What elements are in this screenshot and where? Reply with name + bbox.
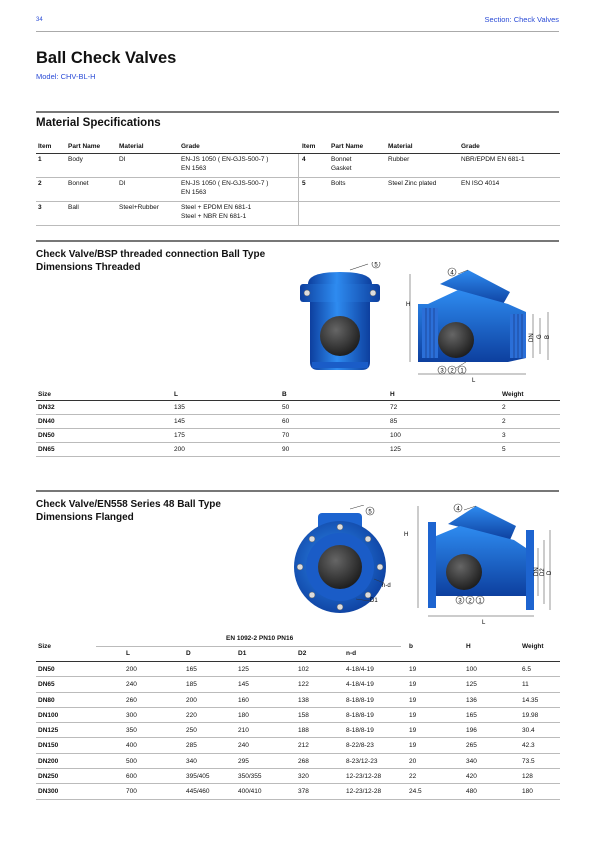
cell: 2 — [38, 180, 42, 187]
cell: 3 — [502, 432, 506, 439]
callout-number: 5 — [374, 262, 378, 269]
col-header: Part Name — [68, 143, 101, 150]
cell — [181, 180, 296, 197]
cell: DN65 — [38, 446, 55, 453]
callout-number: 1 — [460, 368, 464, 375]
col-header: Item — [302, 143, 316, 150]
heading-line: Dimensions Threaded — [36, 262, 141, 273]
dim-label: B — [545, 334, 551, 339]
flanged-heading — [36, 498, 221, 524]
cell: 73.5 — [522, 757, 535, 765]
table-row — [36, 677, 560, 692]
cell: DN50 — [38, 432, 55, 439]
col-header: Material — [119, 143, 144, 150]
cell: 350/355 — [238, 773, 262, 781]
cell: 165 — [466, 711, 477, 719]
page-title: Ball Check Valves — [36, 49, 177, 67]
cell: 265 — [466, 742, 477, 750]
cell: 6.5 — [522, 666, 532, 673]
table-row — [36, 693, 560, 708]
grade-line: EN-JS 1050 ( EN-GJS-500-7 ) — [181, 180, 269, 187]
col-header: Size — [38, 391, 52, 398]
col-header: Part Name — [331, 143, 364, 150]
cell: 196 — [466, 727, 477, 735]
cell: DN250 — [38, 773, 59, 781]
cell: 19.98 — [522, 711, 539, 719]
callout-number: 1 — [478, 598, 482, 605]
grade-line: EN 1563 — [181, 188, 207, 196]
col-header: B — [282, 391, 287, 398]
cell: 300 — [126, 711, 137, 719]
grade-line: Steel + NBR EN 681-1 — [181, 212, 247, 220]
cell: 42.3 — [522, 742, 535, 750]
col-header: Grade — [461, 143, 480, 150]
heading-line: Check Valve/BSP threaded connection Ball Type — [36, 249, 266, 260]
cell: 19 — [409, 711, 417, 719]
cell: DN300 — [38, 788, 59, 796]
cell: 200 — [174, 446, 185, 453]
callout-number: 2 — [468, 598, 472, 605]
cell: 4 — [302, 156, 306, 163]
table-row — [36, 769, 560, 784]
cell: 350 — [126, 727, 137, 735]
cell: 136 — [466, 696, 477, 704]
cell: 185 — [186, 681, 197, 689]
cell: 102 — [298, 666, 309, 673]
cell: 8-18/8-19 — [346, 711, 374, 719]
section-label: Section: Check Valves — [484, 15, 559, 24]
cell: 19 — [409, 727, 417, 735]
heading-line: Dimensions Flanged — [36, 512, 134, 523]
heading-line: Check Valve/EN558 Series 48 Ball Type — [36, 499, 221, 510]
callout-number: 4 — [456, 506, 460, 513]
cell: 19 — [409, 681, 417, 689]
cell: 12-23/12-28 — [346, 773, 382, 781]
cell: 5 — [502, 446, 506, 453]
dim-label: DN — [534, 567, 540, 576]
cell: Steel+Rubber — [119, 204, 159, 211]
flanged-valve-front-drawing — [290, 505, 400, 625]
cell: EN ISO 4014 — [461, 180, 500, 187]
callout-number: 2 — [450, 368, 454, 375]
cell: 19 — [409, 666, 417, 673]
cell: 2 — [502, 418, 506, 425]
page-number: 34 — [36, 17, 43, 23]
materials-heading: Material Specifications — [36, 117, 161, 129]
cell: 212 — [298, 742, 309, 750]
cell: 100 — [466, 666, 477, 673]
cell: Ball — [68, 204, 79, 211]
cell: DN40 — [38, 418, 55, 425]
cell: 240 — [126, 681, 137, 689]
col-header: D2 — [298, 650, 307, 657]
cell: DN65 — [38, 681, 55, 689]
col-header: Weight — [522, 643, 544, 650]
table-row — [36, 754, 560, 769]
cell: 340 — [466, 757, 477, 765]
dim-label: L — [482, 620, 486, 625]
cell: 12-23/12-28 — [346, 788, 382, 796]
cell: 135 — [174, 404, 185, 411]
header-divider — [36, 31, 559, 32]
cell: 340 — [186, 757, 197, 765]
section-divider — [36, 240, 559, 242]
threaded-dimensions-table — [36, 388, 560, 457]
cell: 5 — [302, 180, 306, 187]
cell: 125 — [238, 666, 249, 673]
cell: 24.5 — [409, 788, 422, 796]
cell: 125 — [390, 446, 401, 453]
cell: 220 — [186, 711, 197, 719]
cell: 400/410 — [238, 788, 262, 796]
cell: 160 — [238, 696, 249, 704]
cell: 285 — [186, 742, 197, 750]
cell: 14.35 — [522, 696, 539, 704]
cell — [331, 156, 381, 173]
cell: 700 — [126, 788, 137, 796]
cell: 4-18/4-19 — [346, 681, 374, 689]
table-row — [36, 202, 560, 226]
cell: 200 — [126, 666, 137, 673]
standard-header: EN 1092-2 PN10 PN16 — [226, 635, 294, 642]
cell: 295 — [238, 757, 249, 765]
col-header: Size — [38, 643, 52, 650]
cell: 500 — [126, 757, 137, 765]
cell: 1 — [38, 156, 42, 163]
table-header-row — [36, 632, 560, 662]
cell: Body — [68, 156, 83, 163]
cell: 8-23/12-23 — [346, 757, 378, 765]
cell: 158 — [298, 711, 309, 719]
model-number: Model: CHV-BL-H — [36, 72, 96, 81]
cell: 165 — [186, 666, 197, 673]
table-row — [36, 708, 560, 723]
cell: 138 — [298, 696, 309, 704]
col-header: H — [390, 391, 395, 398]
dim-label: D — [547, 570, 553, 575]
cell: 128 — [522, 773, 533, 781]
table-row — [36, 154, 560, 178]
cell: DI — [119, 156, 126, 163]
col-header: Item — [38, 143, 52, 150]
table-row — [36, 738, 560, 753]
cell: 210 — [238, 727, 249, 735]
dim-label: H — [406, 302, 411, 308]
cell: 19 — [409, 696, 417, 704]
cell: 70 — [282, 432, 290, 439]
cell: Steel Zinc plated — [388, 180, 437, 187]
col-header: D — [186, 650, 191, 657]
callout-number: 5 — [368, 509, 372, 516]
table-row — [36, 784, 560, 799]
cell: 90 — [282, 446, 290, 453]
table-row — [36, 401, 560, 415]
cell: 60 — [282, 418, 290, 425]
cell: NBR/EPDM EN 681-1 — [461, 156, 525, 163]
cell — [181, 156, 296, 173]
cell: 445/460 — [186, 788, 210, 796]
grade-line: Steel + EPDM EN 681-1 — [181, 204, 252, 211]
callout-number: 4 — [450, 270, 454, 277]
cell: 250 — [186, 727, 197, 735]
cell: 72 — [390, 404, 398, 411]
table-header-row — [36, 388, 560, 401]
cell: 2 — [502, 404, 506, 411]
cell: DN80 — [38, 696, 55, 704]
cell: 8-18/8-19 — [346, 696, 374, 704]
cell: 145 — [238, 681, 249, 689]
cell: 240 — [238, 742, 249, 750]
cell: 320 — [298, 773, 309, 781]
cell: 400 — [126, 742, 137, 750]
cell: Rubber — [388, 156, 410, 163]
cell — [181, 204, 296, 221]
cell: DN150 — [38, 742, 59, 750]
cell: 20 — [409, 757, 417, 765]
cell: 3 — [38, 204, 42, 211]
threaded-valve-front-drawing — [290, 262, 390, 382]
threaded-heading — [36, 248, 265, 274]
threaded-valve-section-drawing — [398, 262, 558, 387]
table-row — [36, 178, 560, 202]
col-header: Grade — [181, 143, 200, 150]
callout-number: 3 — [458, 598, 462, 605]
table-header-row — [36, 140, 560, 154]
section-divider — [36, 111, 559, 113]
table-row — [36, 429, 560, 443]
cell: DN100 — [38, 711, 59, 719]
cell: 4-18/4-19 — [346, 666, 374, 673]
cell: 8-18/8-19 — [346, 727, 374, 735]
cell: 22 — [409, 773, 417, 781]
col-header: Material — [388, 143, 413, 150]
cell: 420 — [466, 773, 477, 781]
col-header: D1 — [238, 650, 247, 657]
grade-line: EN 1563 — [181, 164, 207, 172]
cell: 180 — [238, 711, 249, 719]
section-divider — [36, 490, 559, 492]
header-divider — [96, 646, 401, 647]
cell: DN125 — [38, 727, 59, 735]
dim-label: n-d — [382, 583, 391, 589]
part-line: Gasket — [331, 164, 352, 172]
dim-label: L — [472, 378, 476, 384]
cell: 260 — [126, 696, 137, 704]
dim-label: G — [537, 334, 543, 339]
materials-table — [36, 140, 560, 226]
col-header: Weight — [502, 391, 524, 398]
table-row — [36, 723, 560, 738]
flanged-dimensions-table — [36, 632, 560, 800]
cell: 180 — [522, 788, 533, 796]
col-header: L — [126, 650, 130, 657]
cell: 122 — [298, 681, 309, 689]
dim-label: D1 — [370, 598, 378, 604]
dim-label: H — [404, 532, 409, 538]
col-header: L — [174, 391, 178, 398]
cell: 11 — [522, 681, 529, 689]
cell: 378 — [298, 788, 309, 796]
cell: DN32 — [38, 404, 55, 411]
table-row — [36, 443, 560, 457]
table-row — [36, 662, 560, 677]
cell: 30.4 — [522, 727, 535, 735]
cell: DN200 — [38, 757, 59, 765]
cell: 480 — [466, 788, 477, 796]
table-body — [36, 662, 560, 800]
flanged-valve-section-drawing — [398, 500, 558, 625]
cell: 8-22/8-23 — [346, 742, 374, 750]
cell: 395/405 — [186, 773, 210, 781]
col-header: n-d — [346, 650, 357, 657]
cell: Bolts — [331, 180, 346, 187]
dim-label: DN — [529, 333, 535, 342]
cell: 50 — [282, 404, 290, 411]
cell: 200 — [186, 696, 197, 704]
cell: 19 — [409, 742, 417, 750]
cell: 85 — [390, 418, 398, 425]
part-line: Bonnet — [331, 156, 352, 163]
dim-label: D2 — [540, 568, 546, 576]
cell: 145 — [174, 418, 185, 425]
cell: 125 — [466, 681, 477, 689]
cell: 268 — [298, 757, 309, 765]
grade-line: EN-JS 1050 ( EN-GJS-500-7 ) — [181, 156, 269, 163]
cell: 600 — [126, 773, 137, 781]
cell: 100 — [390, 432, 401, 439]
callout-number: 3 — [440, 368, 444, 375]
cell: 188 — [298, 727, 309, 735]
col-header: b — [409, 643, 413, 650]
cell: DN50 — [38, 666, 55, 673]
cell: 175 — [174, 432, 185, 439]
cell: Bonnet — [68, 180, 89, 187]
cell: DI — [119, 180, 126, 187]
col-header: H — [466, 643, 471, 650]
table-row — [36, 415, 560, 429]
